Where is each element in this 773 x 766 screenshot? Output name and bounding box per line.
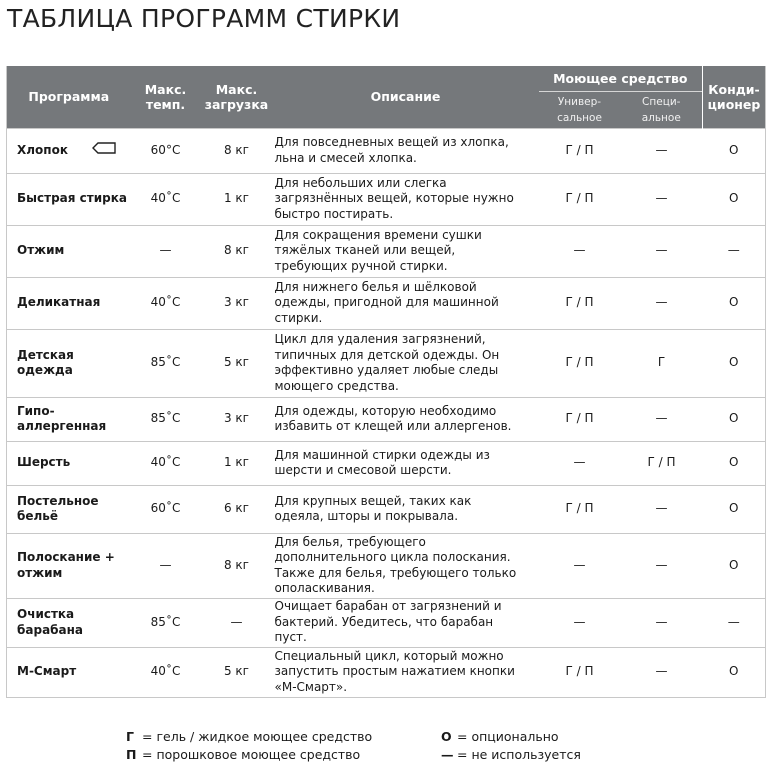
description-cell: Цикл для удаления загрязнений, типичных для детской одежды. Он эффективно удаляет любые следы моющего средства. bbox=[273, 329, 539, 397]
max-load-cell: — bbox=[201, 598, 273, 647]
description-cell: Очищает барабан от загрязнений и бактерий. Убедитесь, что барабан пуст. bbox=[273, 598, 539, 647]
table-row bbox=[7, 647, 766, 697]
conditioner-cell: О bbox=[703, 441, 766, 485]
universal-detergent-cell: Г / П bbox=[539, 397, 621, 441]
legend-not-used: — = не используется bbox=[441, 747, 581, 762]
special-detergent-cell: — bbox=[621, 485, 703, 533]
table-row bbox=[7, 329, 766, 397]
special-detergent-cell: Г bbox=[621, 329, 703, 397]
header-max-temp: Макс. темп. bbox=[131, 66, 201, 128]
program-name: Постельное бельё bbox=[7, 485, 131, 533]
max-temp-cell: 85˚C bbox=[131, 329, 201, 397]
table-row bbox=[7, 485, 766, 533]
legend-usage bbox=[441, 728, 581, 764]
program-name: Детская одежда bbox=[7, 329, 131, 397]
max-temp-cell: 60°C bbox=[131, 128, 201, 173]
special-detergent-cell: — bbox=[621, 647, 703, 697]
table-row bbox=[7, 173, 766, 225]
description-cell: Для одежды, которую необходимо избавить от клещей или аллергенов. bbox=[273, 397, 539, 441]
header-max-load: Макс. загрузка bbox=[201, 66, 273, 128]
max-temp-cell: 60˚C bbox=[131, 485, 201, 533]
special-detergent-cell: — bbox=[621, 173, 703, 225]
header-special: Специ- альное bbox=[621, 91, 703, 128]
conditioner-cell: О bbox=[703, 533, 766, 598]
table-row bbox=[7, 441, 766, 485]
conditioner-cell: О bbox=[703, 397, 766, 441]
table-row bbox=[7, 225, 766, 277]
special-detergent-cell: — bbox=[621, 533, 703, 598]
max-temp-cell: 40˚C bbox=[131, 441, 201, 485]
max-load-cell: 1 кг bbox=[201, 173, 273, 225]
universal-detergent-cell: — bbox=[539, 598, 621, 647]
header-detergent: Моющее средство bbox=[539, 66, 703, 91]
description-cell: Для повседневных вещей из хлопка, льна и смесей хлопка. bbox=[273, 128, 539, 173]
universal-detergent-cell: Г / П bbox=[539, 128, 621, 173]
legend-optional: О = опционально bbox=[441, 729, 559, 744]
description-cell: Для белья, требующего дополнительного цикла полоскания. Также для белья, требующего только ополаскивания. bbox=[273, 533, 539, 598]
program-name: Шерсть bbox=[7, 441, 131, 485]
max-load-cell: 8 кг bbox=[201, 533, 273, 598]
description-cell: Для сокращения времени сушки тяжёлых тканей или вещей, требующих ручной стирки. bbox=[273, 225, 539, 277]
header-universal: Универ- сальное bbox=[539, 91, 621, 128]
max-load-cell: 3 кг bbox=[201, 397, 273, 441]
max-load-cell: 1 кг bbox=[201, 441, 273, 485]
header-description: Описание bbox=[273, 66, 539, 128]
max-temp-cell: — bbox=[131, 533, 201, 598]
max-temp-cell: 85˚C bbox=[131, 598, 201, 647]
conditioner-cell: — bbox=[703, 598, 766, 647]
special-detergent-cell: — bbox=[621, 225, 703, 277]
program-name: Гипо- аллергенная bbox=[7, 397, 131, 441]
conditioner-cell: О bbox=[703, 485, 766, 533]
special-detergent-cell: — bbox=[621, 277, 703, 329]
conditioner-cell: О bbox=[703, 647, 766, 697]
universal-detergent-cell: — bbox=[539, 441, 621, 485]
program-table bbox=[6, 66, 766, 698]
universal-detergent-cell: — bbox=[539, 533, 621, 598]
table-row bbox=[7, 277, 766, 329]
tag-icon bbox=[92, 142, 116, 159]
legend-detergent-types bbox=[126, 728, 372, 764]
program-name: Быстрая стирка bbox=[7, 173, 131, 225]
page-title: ТАБЛИЦА ПРОГРАММ СТИРКИ bbox=[7, 4, 401, 33]
description-cell: Для небольших или слегка загрязнённых вещей, которые нужно быстро постирать. bbox=[273, 173, 539, 225]
max-load-cell: 6 кг bbox=[201, 485, 273, 533]
legend-gel: Г = гель / жидкое моющее средство bbox=[126, 729, 373, 744]
header-program: Программа bbox=[7, 66, 131, 128]
program-name: Полоскание + отжим bbox=[7, 533, 131, 598]
conditioner-cell: О bbox=[703, 128, 766, 173]
description-cell: Специальный цикл, который можно запустить простым нажатием кнопки «М-Смарт». bbox=[273, 647, 539, 697]
max-load-cell: 5 кг bbox=[201, 647, 273, 697]
table-row bbox=[7, 397, 766, 441]
program-name: Отжим bbox=[7, 225, 131, 277]
max-load-cell: 8 кг bbox=[201, 225, 273, 277]
table-row bbox=[7, 533, 766, 598]
special-detergent-cell: — bbox=[621, 397, 703, 441]
universal-detergent-cell: — bbox=[539, 225, 621, 277]
table-row bbox=[7, 128, 766, 173]
description-cell: Для машинной стирки одежды из шерсти и смесовой шерсти. bbox=[273, 441, 539, 485]
universal-detergent-cell: Г / П bbox=[539, 647, 621, 697]
max-temp-cell: 40˚C bbox=[131, 277, 201, 329]
special-detergent-cell: Г / П bbox=[621, 441, 703, 485]
max-temp-cell: 40˚C bbox=[131, 647, 201, 697]
program-name: М-Смарт bbox=[7, 647, 131, 697]
special-detergent-cell: — bbox=[621, 598, 703, 647]
universal-detergent-cell: Г / П bbox=[539, 173, 621, 225]
conditioner-cell: О bbox=[703, 277, 766, 329]
max-load-cell: 3 кг bbox=[201, 277, 273, 329]
special-detergent-cell: — bbox=[621, 128, 703, 173]
universal-detergent-cell: Г / П bbox=[539, 485, 621, 533]
max-temp-cell: 40˚C bbox=[131, 173, 201, 225]
conditioner-cell: О bbox=[703, 173, 766, 225]
conditioner-cell: О bbox=[703, 329, 766, 397]
universal-detergent-cell: Г / П bbox=[539, 277, 621, 329]
max-temp-cell: 85˚C bbox=[131, 397, 201, 441]
universal-detergent-cell: Г / П bbox=[539, 329, 621, 397]
header-conditioner: Конди- ционер bbox=[703, 66, 766, 128]
table-row bbox=[7, 598, 766, 647]
program-name: Хлопок bbox=[7, 128, 131, 173]
description-cell: Для крупных вещей, таких как одеяла, шторы и покрывала. bbox=[273, 485, 539, 533]
max-temp-cell: — bbox=[131, 225, 201, 277]
program-name: Очистка барабана bbox=[7, 598, 131, 647]
program-name: Деликатная bbox=[7, 277, 131, 329]
conditioner-cell: — bbox=[703, 225, 766, 277]
legend-powder: П = порошковое моющее средство bbox=[126, 747, 361, 762]
max-load-cell: 5 кг bbox=[201, 329, 273, 397]
description-cell: Для нижнего белья и шёлковой одежды, пригодной для машинной стирки. bbox=[273, 277, 539, 329]
max-load-cell: 8 кг bbox=[201, 128, 273, 173]
